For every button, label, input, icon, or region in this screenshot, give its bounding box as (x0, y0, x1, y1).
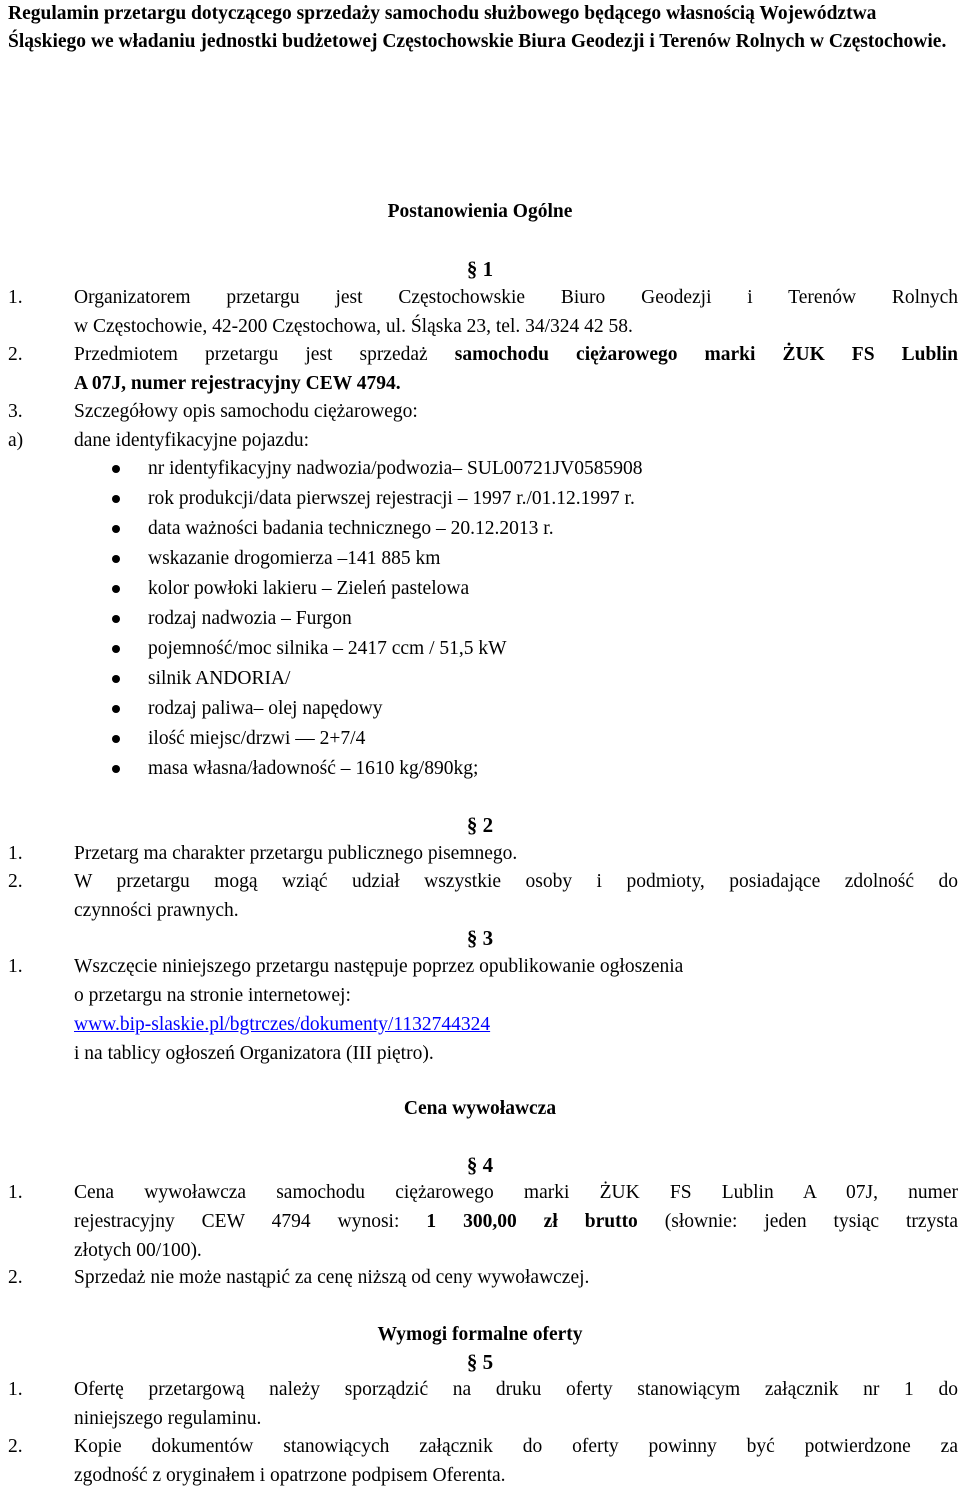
vehicle-detail (112, 454, 952, 484)
bip-link[interactable]: www.bip-slaskie.pl/bgtrczes/dokumenty/1132744324 (74, 1014, 491, 1035)
paragraph-5-heading: § 5 (466, 1350, 494, 1374)
s3-item-1 (8, 952, 958, 1068)
s1-item-2-line-1 (74, 340, 958, 369)
s2-item-2-line-1: W przetargu mogą wziąć udział wszystkie osoby i podmioty, posiadające zdolność do (74, 871, 958, 892)
s5-item-2-line-1: Kopie dokumentów stanowiących załącznik do oferty powinny być potwierdzone za (74, 1436, 958, 1457)
bullet-icon (112, 495, 120, 503)
s4-item-2-text: Sprzedaż nie może nastąpić za cenę niższą od ceny wywoławczej. (74, 1267, 590, 1288)
vehicle-detail-text: data ważności badania technicznego – 20.12.2013 r. (148, 518, 554, 539)
vehicle-detail (112, 514, 952, 544)
vehicle-detail-text: nr identyfikacyjny nadwozia/podwozia– SUL00721JV0585908 (148, 458, 643, 479)
vehicle-detail-text: wskazanie drogomierza –141 885 km (148, 548, 441, 569)
bullet-icon (112, 465, 120, 473)
paragraph-4-heading: § 4 (466, 1153, 494, 1177)
s4-item-1 (8, 1178, 958, 1265)
s1-item-a-letter: a) (8, 430, 24, 451)
s3-item-1-number: 1. (8, 956, 23, 977)
vehicle-detail (112, 664, 952, 694)
s3-item-1-line-4: i na tablicy ogłoszeń Organizatora (III piętro). (74, 1043, 434, 1064)
s1-item-3-text: Szczegółowy opis samochodu ciężarowego: (74, 401, 418, 422)
paragraph-1-heading: § 1 (466, 257, 494, 281)
s4-item-1-line-2 (74, 1207, 958, 1236)
s1-item-2 (8, 340, 958, 398)
section-heading-general: Postanowienia Ogólne (387, 201, 573, 222)
bullet-icon (112, 555, 120, 563)
bullet-icon (112, 615, 120, 623)
vehicle-detail (112, 754, 952, 784)
vehicle-detail (112, 694, 952, 724)
s1-item-a (8, 426, 958, 455)
vehicle-detail-text: rok produkcji/data pierwszej rejestracji – 1997 r./01.12.1997 r. (148, 488, 635, 509)
vehicle-detail-text: masa własna/ładowność – 1610 kg/890kg; (148, 758, 479, 779)
s2-item-1-number: 1. (8, 843, 23, 864)
s1-item-2-text: Przedmiotem przetargu jest sprzedaż (74, 344, 455, 365)
vehicle-detail (112, 634, 952, 664)
s1-item-1-number: 1. (8, 287, 23, 308)
vehicle-detail-text: rodzaj paliwa– olej napędowy (148, 698, 383, 719)
vehicle-detail-text: rodzaj nadwozia – Furgon (148, 608, 352, 629)
s2-item-2-line-2: czynności prawnych. (74, 900, 239, 921)
s5-item-1 (8, 1375, 958, 1433)
bullet-icon (112, 585, 120, 593)
s5-item-2-number: 2. (8, 1436, 23, 1457)
s4-item-2-number: 2. (8, 1267, 23, 1288)
s4-item-1-line-3: złotych 00/100). (74, 1240, 202, 1261)
s3-item-1-line-2: o przetargu na stronie internetowej: (74, 985, 351, 1006)
s4-item-1-number: 1. (8, 1182, 23, 1203)
s1-item-1-line-2: w Częstochowie, 42-200 Częstochowa, ul. Śląska 23, tel. 34/324 42 58. (74, 316, 633, 337)
bullet-icon (112, 645, 120, 653)
document-title: Regulamin przetargu dotyczącego sprzedaży samochodu służbowego będącego własnością Województwa Śląskiego we władaniu jednostki budżetowej Częstochowskie Biura Geodezji i Terenów Rolnych w Częstochowie. (8, 3, 947, 52)
s1-item-2-vehicle: samochodu ciężarowego marki ŻUK FS Lublin (454, 344, 958, 365)
s4-item-1-line-1: Cena wywoławcza samochodu ciężarowego marki ŻUK FS Lublin A 07J, numer (74, 1182, 958, 1203)
vehicle-detail (112, 574, 952, 604)
vehicle-detail-text: kolor powłoki lakieru – Zieleń pastelowa (148, 578, 470, 599)
s1-item-2-line-2: A 07J, numer rejestracyjny CEW 4794. (74, 373, 401, 394)
s2-item-2 (8, 867, 958, 925)
s1-item-a-text: dane identyfikacyjne pojazdu: (74, 430, 309, 451)
s5-item-2-line-2: zgodność z oryginałem i opatrzone podpisem Oferenta. (74, 1465, 506, 1486)
s1-item-3 (8, 397, 958, 426)
s5-item-1-number: 1. (8, 1379, 23, 1400)
vehicle-detail (112, 604, 952, 634)
s4-item-2 (8, 1263, 958, 1292)
paragraph-3-heading: § 3 (466, 926, 494, 950)
paragraph-2-heading: § 2 (466, 813, 494, 837)
s5-item-1-line-2: niniejszego regulaminu. (74, 1408, 262, 1429)
s4-price-words: (słownie: jeden tysiąc trzysta (637, 1211, 958, 1232)
vehicle-detail (112, 724, 952, 754)
s4-price-value: 1 300,00 zł brutto (426, 1211, 638, 1232)
s1-item-1-line-1: Organizatorem przetargu jest Częstochowskie Biuro Geodezji i Terenów Rolnych (74, 287, 958, 308)
vehicle-details-list (112, 454, 952, 784)
section-heading-price: Cena wywoławcza (403, 1098, 557, 1119)
s1-item-3-number: 3. (8, 401, 23, 422)
s1-item-2-number: 2. (8, 344, 23, 365)
bullet-icon (112, 705, 120, 713)
s2-item-1-text: Przetarg ma charakter przetargu publicznego pisemnego. (74, 843, 518, 864)
vehicle-detail-text: pojemność/moc silnika – 2417 ccm / 51,5 kW (148, 638, 507, 659)
bullet-icon (112, 765, 120, 773)
s3-item-1-line-1: Wszczęcie niniejszego przetargu następuje poprzez opublikowanie ogłoszenia (74, 956, 684, 977)
vehicle-detail-text: ilość miejsc/drzwi –– 2+7/4 (148, 728, 366, 749)
s2-item-2-number: 2. (8, 871, 23, 892)
vehicle-detail-text: silnik ANDORIA/ (148, 668, 291, 689)
vehicle-detail (112, 544, 952, 574)
vehicle-detail (112, 484, 952, 514)
s1-item-1 (8, 283, 958, 341)
bullet-icon (112, 735, 120, 743)
s5-item-2 (8, 1432, 958, 1490)
section-heading-formal: Wymogi formalne oferty (377, 1324, 583, 1345)
bullet-icon (112, 525, 120, 533)
s2-item-1 (8, 839, 958, 868)
bullet-icon (112, 675, 120, 683)
s4-price-label: rejestracyjny CEW 4794 wynosi: (74, 1211, 427, 1232)
s5-item-1-line-1: Ofertę przetargową należy sporządzić na druku oferty stanowiącym załącznik nr 1 do (74, 1379, 958, 1400)
